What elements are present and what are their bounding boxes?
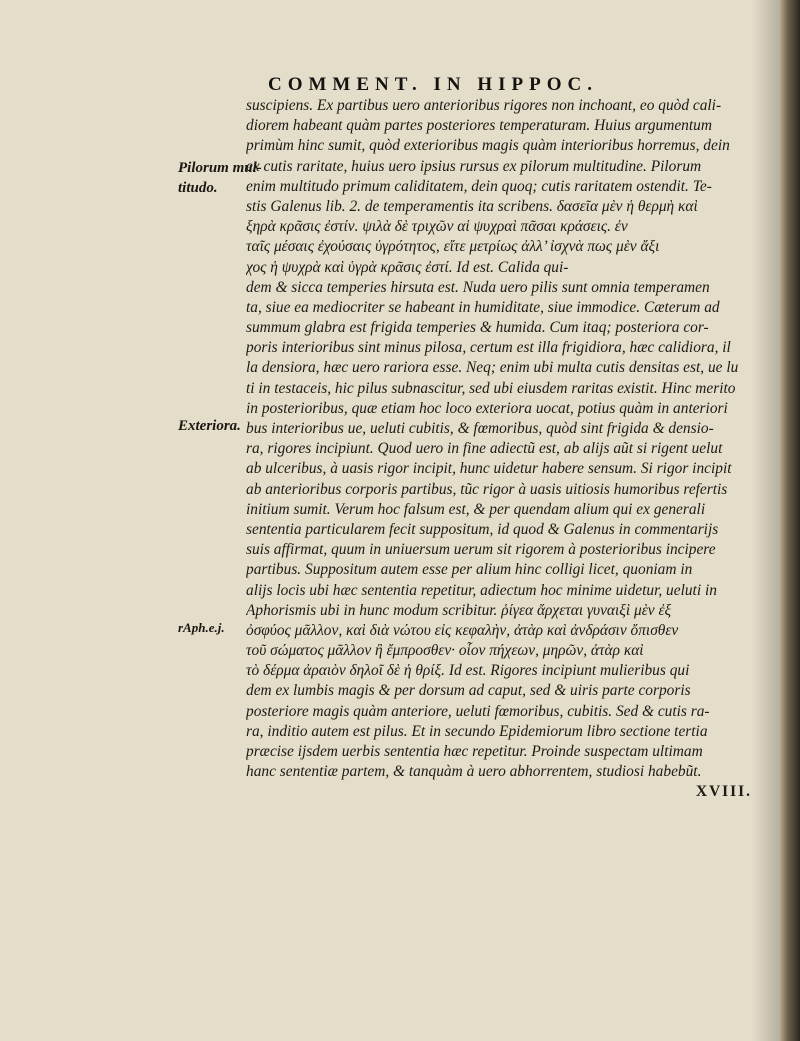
text-line: primùm hinc sumit, quòd exterioribus magis quàm interioribus horremus, dein [246, 137, 730, 155]
text-line: præcise ijsdem uerbis sententia hæc repetitur. Proinde suspectam ultimam [246, 743, 703, 760]
text-line: sententia particularem fecit suppositum, id quod & Galenus in commentarijs [246, 520, 719, 538]
text-line: alijs locis ubi hæc sententia repetitur, adiectum hoc minime uidetur, ueluti in [246, 581, 717, 599]
text-line: bus interioribus ue, ueluti cubitis, & fœmoribus, quòd sint frigida & densio- [246, 420, 714, 437]
book-spine [780, 0, 800, 1041]
running-head: COMMENT. IN HIPPOC. [268, 74, 599, 95]
text-line: in posterioribus, quæ etiam hoc loco exteriora uocat, potius quàm in anteriori [246, 399, 728, 417]
text-line: initium sumit. Verum hoc falsum est, & per quendam alium qui ex generali [246, 500, 706, 518]
text-line: ta, siue ea mediocriter se habeant in humiditate, siue immodice. Cæterum ad [246, 298, 720, 316]
text-line: partibus. Suppositum autem esse per alium hinc colligi licet, quoniam in [246, 561, 693, 579]
text-line: hanc sententiæ partem, & tanquàm à uero abhorrentem, studiosi habebũt. [246, 763, 702, 781]
text-line: ra, rigores incipiunt. Quod uero in fine adiectũ est, ab alijs aũt si rigent uelut [246, 440, 723, 458]
text-line: diorem habeant quàm partes posteriores temperaturam. Huius argumentum [246, 117, 712, 135]
text-line: ὀσφύος μᾶλλον, καὶ διὰ νώτου εἰς κεφαλὴν, ἀτὰρ καὶ ἀνδράσιν ὄπισθεν [246, 621, 679, 639]
text-line: summum glabra est frigida temperies & humida. Cum itaq; posteriora cor- [246, 319, 709, 337]
text-line: suscipiens. Ex partibus uero anterioribus rigores non inchoant, eo quòd cali- [246, 97, 722, 114]
text-line: τὸ δέρμα ἀραιὸν δηλοῖ δὲ ἡ θρίξ. Id est. Rigores incipiunt mulieribus qui [246, 662, 690, 680]
text-line: posteriore magis quàm anteriore, ueluti fœmoribus, cubitis. Sed & cutis ra- [246, 702, 710, 720]
margin-note-exteriora: Exteriora. [178, 418, 241, 434]
text-line: ab anterioribus corporis partibus, tũc rigor à uasis uitiosis humoribus refertis [246, 480, 728, 498]
margin-note-pilorum: Pilorum mul- [178, 160, 262, 176]
catchword: XVIII. [695, 783, 752, 801]
text-line: la densiora, hæc uero rariora esse. Neq; enim ubi multa cutis densitas est, ue lu [246, 359, 739, 377]
text-line: ra, inditio autem est pilus. Et in secundo Epidemiorum libro sectione tertia [246, 722, 708, 740]
text-line: ex cutis raritate, huius uero ipsius rursus ex pilorum multitudine. Pilorum [246, 157, 702, 175]
text-line: suis affirmat, quum in uniuersum uerum sit rigorem à posterioribus incipere [246, 541, 716, 559]
text-line: dem ex lumbis magis & per dorsum ad caput, sed & uiris parte corporis [246, 682, 691, 700]
body-text [246, 96, 758, 803]
text-line: dem & sicca temperies hirsuta est. Nuda uero pilis sunt omnia temperamen [246, 278, 710, 296]
text-line: ταῖς μέσαις ἐχούσαις ὑγρότητος, εἴτε μετρίως ἀλλ’ ἰσχνὰ πως μὲν ἄξι [246, 238, 660, 256]
text-line: τοῦ σώματος μᾶλλον ἢ ἔμπροσθεν· οἷον πήχεων, μηρῶν, ἀτὰρ καὶ [246, 642, 644, 660]
text-line: enim multitudo primum caliditatem, dein quoq; cutis raritatem ostendit. Te- [246, 177, 712, 195]
text-line: ξηρὰ κρᾶσις ἐστίν. ψιλὰ δὲ τριχῶν αἱ ψυχραὶ πᾶσαι κράσεις. ἐν [246, 218, 628, 236]
text-line: stis Galenus lib. 2. de temperamentis ita scribens. δασεῖα μὲν ἡ θερμὴ καὶ [246, 197, 698, 215]
text-line: ab ulceribus, à uasis rigor incipit, hunc uidetur habere sensum. Si rigor incipit [246, 460, 732, 478]
text-line: ti in testaceis, hic pilus subnascitur, sed ubi eiusdem raritas existit. Hinc merito [246, 379, 736, 397]
text-line: Aphorismis ubi in hunc modum scribitur. ῥίγεα ἄρχεται γυναιξὶ μὲν ἐξ [246, 601, 672, 619]
margin-note-aph: rAph.e.j. [178, 620, 225, 635]
text-line: χος ἡ ψυχρὰ καὶ ὑγρὰ κρᾶσις ἐστί. Id est. Calida qui- [246, 258, 569, 276]
text-line: poris interioribus sint minus pilosa, certum est illa frigidiora, hæc calidiora, il [246, 339, 731, 357]
margin-note-titudo: titudo. [178, 180, 218, 196]
